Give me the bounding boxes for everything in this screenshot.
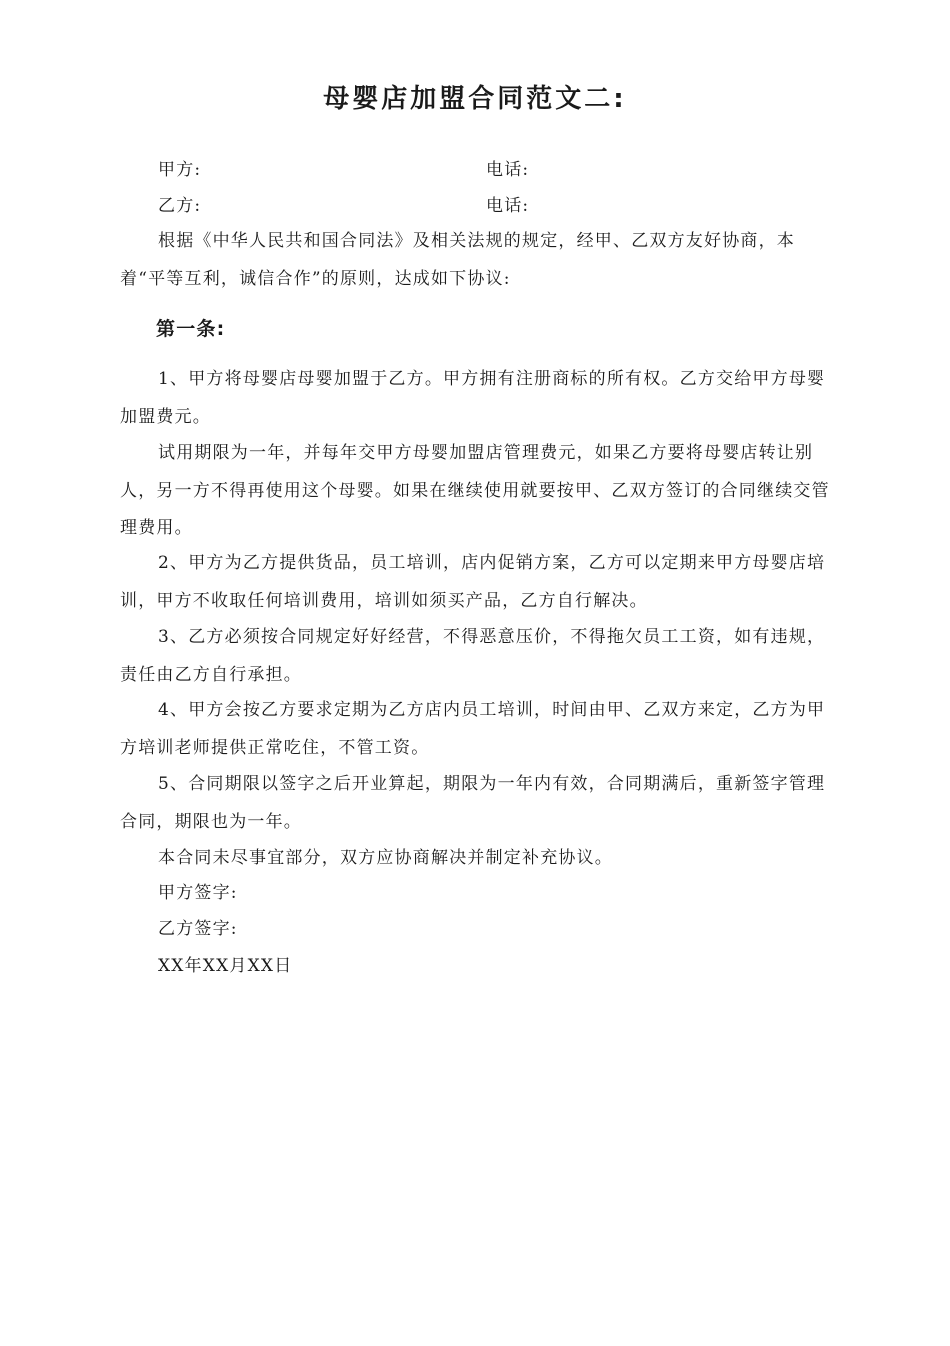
clause-2-paragraph: 2、甲方为乙方提供货品，员工培训，店内促销方案，乙方可以定期来甲方母婴店培训，甲方不收取任何培训费用，培训如须买产品，乙方自行解决。 <box>120 553 826 611</box>
clause-1-paragraph: 1、甲方将母婴店母婴加盟于乙方。甲方拥有注册商标的所有权。乙方交给甲方母婴加盟费元。 <box>120 369 826 427</box>
document-title: 母婴店加盟合同范文二: <box>323 84 627 114</box>
party-a-signature-label: 甲方签字: <box>158 883 238 903</box>
preamble-paragraph: 根据《中华人民共和国合同法》及相关法规的规定，经甲、乙双方友好协商，本着“平等互利，诚信合作”的原则，达成如下协议: <box>120 231 795 289</box>
article-one-heading: 第一条: <box>156 318 226 340</box>
party-b-label: 乙方: <box>158 196 202 216</box>
clause-4-paragraph: 4、甲方会按乙方要求定期为乙方店内员工培训，时间由甲、乙双方来定，乙方为甲方培训老师提供正常吃住，不管工资。 <box>120 700 826 758</box>
clause-1-continued-paragraph: 试用期限为一年，并每年交甲方母婴加盟店管理费元，如果乙方要将母婴店转让别人，另一方不得再使用这个母婴。如果在继续使用就要按甲、乙双方签订的合同继续交管理费用。 <box>120 443 830 538</box>
party-a-label: 甲方: <box>158 160 202 180</box>
closing-paragraph: 本合同未尽事宜部分，双方应协商解决并制定补充协议。 <box>158 848 613 868</box>
clause-3-paragraph: 3、乙方必须按合同规定好好经营，不得恶意压价，不得拖欠员工工资，如有违规，责任由乙方自行承担。 <box>120 627 826 685</box>
party-b-phone-label: 电话: <box>486 196 530 216</box>
date-line: XX年XX月XX日 <box>158 956 293 976</box>
party-a-phone-label: 电话: <box>486 160 530 180</box>
party-b-signature-label: 乙方签字: <box>158 919 238 939</box>
clause-5-paragraph: 5、合同期限以签字之后开业算起，期限为一年内有效，合同期满后，重新签字管理合同，期限也为一年。 <box>120 774 826 832</box>
